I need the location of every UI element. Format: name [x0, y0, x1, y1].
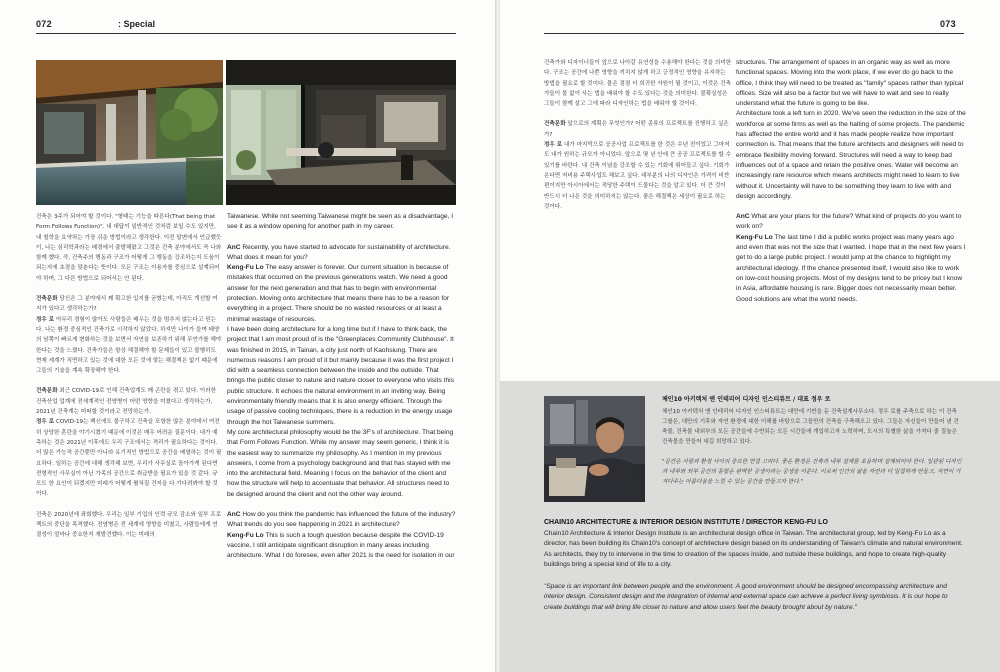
answer-label: Keng-Fu Lo [227, 531, 264, 539]
question-text: What are your plans for the future? What kind of projects do you want to work on? [736, 213, 962, 231]
korean-paragraph: 건축은 2020년에 좌회했다. 우리는 일부 기업의 인력 규모 감소와 일부 프로젝트의 중단을 목격했다. 전염병은 전 세계에 영향을 미쳤고, 사람들에게 연결성이 얼마나 중요한지 재발견했다. 이는 미래의 [36, 511, 222, 539]
question-text: 당신은 그 분야에서 꽤 확고한 입지를 굳혔는데, 아직도 개선할 여지가 있다고 생각하는가? [36, 296, 218, 313]
english-column-left [227, 212, 457, 572]
info-english-heading: CHAIN10 ARCHITECTURE & INTERIOR DESIGN INSTITUTE / DIRECTOR KENG-FU LO [544, 519, 828, 526]
question-label: 건축문화 [544, 121, 566, 128]
answer-label: Keng-Fu Lo [736, 233, 773, 241]
answer-text: 내가 마지막으로 공공사업 프로젝트를 한 것은 수년 전이었고 그마저도 내가 원하는 규모가 아니었다. 앞으로 몇 년 안에 큰 공공 프로젝트를 할 수 있기를 바란다. 내 건축 이념을 강조할 수 있는 기회에 뛰어들고 싶다. 기회가 온다면 저비용 주택사업도 해보고 싶다. 대부분의 나의 디자인은 가격이 비싼 편이지만 아시아에서는 적당한 주택이 드물다는 것을 알고 있다. 더 큰 것이 반드시 더 나은 것을 의미하지는 않는다. 좋은 해결책은 세상이 필요로 하는 것이다. [544, 142, 732, 210]
question-label: AnC [736, 213, 750, 221]
english-column-right [736, 58, 966, 315]
korean-question [544, 119, 732, 212]
interview-exchange [227, 243, 457, 325]
english-paragraph: Architecture took a left turn in 2020. We've seen the reduction in the size of the workforce at some firms as well as the halting of some projects. The pandemic has affected the entire world and it has made people realize how important connection is. That means that the future architects and designers will need to embrace flexibility moving forward. Structures will need a way to keep bad influences out of a space and retain the positive ones. Water will become an increasingly rare resource which means architects might need to learn to live without it. Uncertainty will have to be something they learn to live with and design accordingly. [736, 110, 966, 200]
director-portrait [544, 396, 645, 502]
korean-paragraph: 건축은 3주가 되어야 할 것이다. "형태는 기능을 따른다(That being that Form Follows Function)". 내 대답이 일반적인 것처럼 보일 수도 있지만, 내 철학을 요약하는 가장 쉬운 방법이라고 생각한다. 이전 답변에서 언급했듯이, 나는 심리학과라는 배경에서 출발해왔고 그것은 건축 분야에서도 꼭 나와 함께 했다. 즉, 건축주의 행동과 구조가 어떻게 그 행동을 강조하는지 도움이 되는지에 초점을 맞춘다는 뜻이다. 모든 구조는 이용자를 중심으로 설계되어야 하며, 그 다른 방법으로 되어서는 안 된다. [36, 214, 222, 282]
question-text: 앞으로의 계획은 무엇인가? 어떤 종류의 프로젝트를 진행하고 싶은가? [544, 121, 729, 138]
answer-text: COVID-19는 백신에도 불구하고 건축을 포함한 많은 분야에서 여전히 상당한 혼란을 야기시켰기 때문에 이것은 매우 어려운 질문이다. 내가 예측하는 것은 2021년 이후에도 우리 구조에서는 격리가 필요하다는 것이다. 더 많은 가능적 공간뿐만 아니라 유기적인 방법으로 공간을 배열하는 것이 필요하다. 일하는 공간에 대해 생각해 보면, 우리가 사무실로 돌아가게 된다면 전형적인 사무실이 아닌 가족의 공간으로 취급받을 필요가 있을 것 같다. 규모도 한 요인이 되겠지만 미래가 어떻게 펼쳐질 건지을 다 기다려봐야 할 것이다. [36, 419, 222, 498]
korean-paragraph: 건축가와 디자이너들이 앞으로 나아갈 유연성을 수용해야 한다는 것을 의미한다. 구조는 공간에 나쁜 영향을 끼치지 않게 하고 긍정적인 영향을 유지하는 방법을 필요로 할 것이다. 물은 점점 더 희귀한 자원이 될 것이고, 이것은 건축가들이 물 없이 사는 법을 배워야 할 수도 있다는 것을 의미한다. 불확실성은 그들이 함께 살고 그에 따라 디자인하는 법을 배워야 할 것이다. [544, 60, 732, 108]
photo-exterior-terrace [36, 60, 223, 205]
header-rule [36, 33, 456, 34]
info-english-body: Chain10 Architecture & Interior Design Institute is an architectural design office in Taiwan. The architectural group, led by Keng-Fu Lo as a director, has been building its Chain10's concept of architecture design based on its understanding of Taiwan's climate and natural environment. As architects, they try to intervene in the time to creation of the spaces inside, and outside these buildings, and hope to create high-quality buildings bring a special kind of life to a city. [544, 530, 963, 568]
answer-text: 아무리 경험이 많아도 사람들은 배우는 것을 멈추지 않는다고 믿는다. 나는 환경 중심적인 건축가로 시작하지 않았다. 하지만 나이가 들며 태양의 남쪽이 빠르게 변화하는 것을 보면서 자연을 보존하기 위해 무언가를 해야 한다는 것을 느꼈다. 건축가들은 항상 해결해야 할 문제들이 있고 불행히도 현재 세계가 직면하고 있는 것에 대한 모든 것에 맞는 해결책은 없기 때문에 그들의 기술을 계속 확장해야 한다. [36, 316, 222, 375]
english-paragraph: My core architectural philosophy would be the 3F's of architecture. That being that Form Follows Function. While my answer may seem generic, I think it is the easiest way to summarize my philosophy. As I mention in my previous answers, I come from a psychology background and that has stayed with me into the architectural field. Meaning I focus on the behavior of the client and how the structure will help to accentuate that behavior. All structures need to be designed around the client and not the other way around. [227, 428, 454, 498]
info-korean-heading: 체인10 아키텍처 앤 인테리어 디자인 인스티튜트 / 대표 정우 로 [662, 396, 831, 403]
question-text: Recently, you have started to advocate for sustainability of architecture. What does it mean for you? [227, 243, 451, 261]
answer-text: The easy answer is forever. Our current situation is because of mistakes that occurred on the previous generations watch. We need a good answer for the next generation and that has to begin with environmental protection. Moving onto architecture that means there has to be a reason for everything in a project. There should be no wasted resources or at least a minimal wastage of resources. [227, 264, 450, 323]
korean-question [36, 294, 222, 376]
interview-exchange [227, 510, 457, 561]
answer-label: 정우 로 [544, 142, 563, 149]
english-paragraph: structures. The arrangement of spaces in an organic way as well as more functional spaces. Moving into the work place, if we ever do go back to the office, I think they will need to be treated as "family" spaces rather than typical offices. Size will also be a factor but we will have to wait and see to really understand what the future is going to be like. [736, 59, 964, 108]
left-page-number: 072 [36, 19, 52, 29]
answer-text: The last time I did a public works project was many years ago and even that was not the size that I wanted. I hope that in the next few years I get to do a large public project. I would jump at the chance to highlight my architectural ideology. If the chance presented itself, I would also like to work on low-cost housing projects. Most of my designs tend to be pricey but I know in Asia, affordable housing is rare. Bigger does not necessarily mean better. Good solutions are what the world needs. [736, 233, 966, 303]
english-paragraph: I have been doing architecture for a long time but if I have to think back, the project that I am most proud of is the "Greenplaces Community Clubhouse". It was finished in 2015, in Tainan, a city just north of Kaohsiung. There are numerous reasons I am proud of it but mainly because it was the first project I did with a seamless connection between the inside and the outside. That brings the public closer to nature and nature closer to everyone who visits this public structure. It echoes the natural environment in an inviting way. Being environmentally friendly means that it is also energy efficient. Through the usage of passive cooling techniques, there is a reduction in the energy usage through the hot Taiwanese summers. [227, 325, 454, 426]
info-korean-block [662, 394, 962, 487]
header-rule [544, 33, 964, 34]
right-page-number: 073 [940, 19, 956, 29]
question-text: How do you think the pandemic has influenced the future of the industry? What trends do you see happening in 2021 in architecture? [227, 511, 456, 529]
korean-column-left [36, 212, 222, 551]
info-korean-quote: "공간은 사람과 환경 사이의 중요한 연결 고리다. 좋은 환경은 건축과 내부 설계를 포용하며 설계되어야 한다. 일관된 디자인과 내부와 외부 공간의 통합은 완벽한 공생이라는 공생을 이룬다. 이로써 인간의 삶을 자연과 더 밀접하게 만들고, 자연이 가져다주는 아름다움을 느낄 수 있는 공간을 만들고자 한다." [662, 459, 962, 485]
question-text: 최근 COVID-19로 인해 건축업계도 꽤 곤란을 겪고 있다. 이러한 건축산업 업계에 전세계적인 전염병이 어떤 영향을 미쳤다고 생각하는가, 2021년 건축계는 어떠할 것이라고 전망하는가. [36, 388, 217, 416]
answer-label: Keng-Fu Lo [227, 264, 264, 272]
info-korean-body: 체인10 아키텍처 앤 인테리어 디자인 인스티튜트는 대만에 기반을 둔 건축설계사무소다. 정우 로를 주축으로 하는 이 건축그룹은, 대만의 기후와 자연 환경에 대한 이해를 바탕으로 그들만의 건축을 구축해오고 있다. 그들은 자신들이 만들어 낸 건축물, 건축물 내외부의 모든 공간들에 수반되는 모든 시간들에 개입하고자 노력하며, 도시의 특별한 삶을 가져다 줄 질높은 건축물을 만들어 내길 희망하고 있다. [662, 409, 959, 445]
answer-label: 정우 로 [36, 316, 55, 323]
answer-text: This is such a tough question because despite the COVID-19 vaccine, I still anticipate significant disruption in many areas including architecture. What I do foresee, even after 2021 is the need for isolation in our [227, 531, 455, 560]
info-english-quote: "Space is an important link between people and the environment. A good environment should be designed encompassing architecture and interior design. Consistent design and the integration of internal and external space can achieve a perfect living symbiosis. It is our hope to create buildings that will bring life closer to nature and allow users feel the beauty brought about by nature." [544, 583, 948, 611]
question-label: 건축문화 [36, 296, 58, 303]
question-label: AnC [227, 243, 241, 251]
section-label: : Special [118, 19, 156, 29]
left-page [0, 0, 496, 672]
interview-exchange [736, 212, 966, 305]
question-label: 건축문화 [36, 388, 58, 395]
info-english-block [544, 519, 964, 613]
english-paragraph: Taiwanese. While not seeming Taiwanese might be seen as a disadvantage, I see it as a window opening for another path in my career. [227, 213, 454, 231]
question-label: AnC [227, 511, 241, 519]
korean-question [36, 386, 222, 499]
answer-label: 정우 로 [36, 419, 55, 426]
photo-interior-office [226, 60, 456, 205]
korean-column-right [544, 58, 732, 222]
right-page [500, 0, 1000, 672]
